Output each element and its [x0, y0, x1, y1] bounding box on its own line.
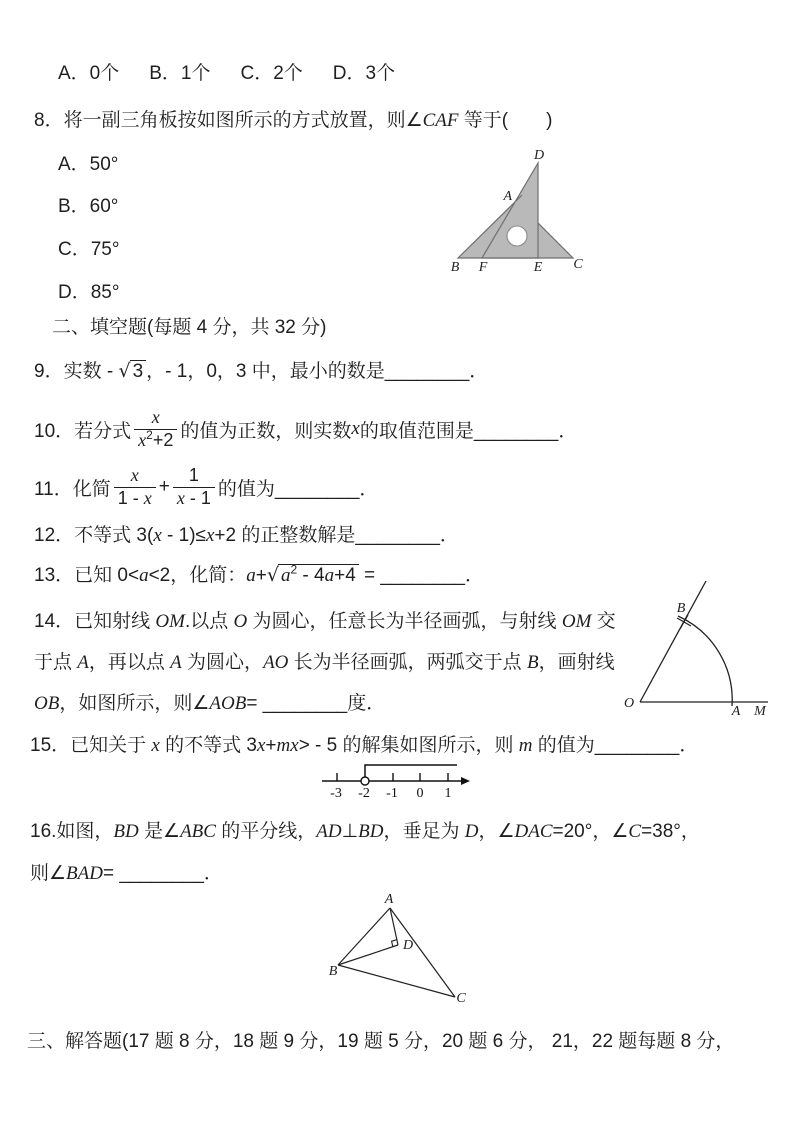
q14-arc — [678, 616, 732, 706]
q11-f2-den-post: - 1 — [184, 487, 211, 508]
q13-radicand — [278, 564, 359, 586]
q16-l1-v4: D — [464, 821, 479, 842]
q14-l2-s2: 为圆心， — [181, 652, 264, 673]
q16-l1-s1: 是∠ — [138, 821, 181, 842]
q14-l1-v0: OM — [155, 611, 185, 632]
q8-label-d: D — [533, 148, 545, 163]
q7-option-b: B．1个 — [149, 63, 211, 84]
q13-line — [34, 564, 484, 587]
q10-text-pre: 10．若分式 — [34, 420, 132, 442]
q11-line — [34, 456, 378, 518]
q11-f1-den-var: x — [143, 487, 152, 508]
q9-radicand: 3 — [130, 360, 147, 382]
q8-text-post: 等于( ) — [458, 110, 553, 131]
q14-label-m: M — [754, 704, 766, 719]
q16-label-b: B — [328, 964, 338, 979]
q14-l3-v1: AOB — [209, 693, 247, 714]
q11-text-post: 的值为________． — [217, 478, 379, 500]
q15-v1: x — [256, 735, 266, 756]
q15-solution-ray — [365, 765, 457, 777]
q10-den-rest: +2 — [152, 429, 174, 450]
q14-l1-v1: O — [233, 611, 248, 632]
q12-s1: - 1)≤ — [161, 525, 206, 546]
q12-s2: +2 的正整数解是________． — [214, 525, 459, 546]
q14-label-b: B — [676, 601, 686, 616]
q15-label-m1: -1 — [386, 786, 398, 801]
q8-text-pre: 8．将一副三角板按如图所示的方式放置，则∠ — [34, 110, 423, 131]
q8-title — [34, 109, 552, 132]
q7-option-c: C．2个 — [240, 63, 303, 84]
q9-line — [34, 360, 488, 383]
q13-s3: = ________． — [358, 565, 484, 586]
q16-line-2 — [30, 862, 223, 885]
q15-s2: + — [265, 735, 277, 756]
q14-l1-s1: .以点 — [184, 611, 234, 632]
q8-option-b: B．60° — [58, 196, 119, 217]
q14-l3-s1: = ________度． — [246, 693, 386, 714]
q10-line — [34, 398, 577, 460]
q10-fraction-num: x — [151, 406, 160, 427]
q10-den-sup: 2 — [146, 427, 153, 442]
q15-v3: m — [518, 735, 533, 756]
q16-l1-s4: ，垂足为 — [383, 821, 465, 842]
q14-l2-v2: AO — [263, 652, 289, 673]
q13-rad-sup: 2 — [290, 562, 298, 577]
q15-label-m3: -3 — [330, 786, 342, 801]
q16-side-bc — [338, 965, 455, 997]
q15-s3: > - 5 的解集如图所示，则 — [298, 735, 519, 756]
q16-l1-s3: ⊥ — [341, 821, 359, 842]
q14-l2-s1: ，再以点 — [88, 652, 171, 673]
q8-label-e: E — [533, 260, 543, 275]
q16-label-a: A — [384, 892, 394, 907]
q12-s0: 12．不等式 3( — [34, 525, 154, 546]
q9-radical-sign: √ — [118, 360, 131, 382]
q14-l2-v0: A — [77, 652, 89, 673]
q11-f1-den-pre: 1 - — [117, 487, 144, 508]
q7-options-row — [58, 62, 425, 85]
q11-plus-sign: + — [158, 476, 170, 497]
q9-sqrt — [118, 361, 146, 382]
q14-l2-s3: 长为半径画弧，两弧交于点 — [288, 652, 527, 673]
q15-label-1: 1 — [444, 786, 452, 801]
q13-sqrt — [266, 562, 359, 586]
q14-l1-s2: 为圆心，任意长为半径画弧，与射线 — [247, 611, 562, 632]
q15-label-0: 0 — [416, 786, 424, 801]
q9-text-pre: 9．实数 - — [34, 361, 119, 382]
q16-side-ac — [390, 908, 455, 997]
q16-l1-v3: BD — [358, 821, 384, 842]
q16-l1-s5: ，∠ — [478, 821, 515, 842]
q11-f2-num: 1 — [188, 464, 199, 485]
q14-l3-v0: OB — [34, 693, 60, 714]
q8-figure-set-squares — [440, 145, 595, 280]
q10-fraction-den — [134, 429, 177, 452]
q13-s1: <2，化简： — [148, 565, 247, 586]
q16-label-c: C — [456, 991, 466, 1006]
q16-l1-s6: =20°，∠ — [552, 821, 629, 842]
q15-s0: 15．已知关于 — [30, 735, 152, 756]
q16-l1-s7: =38°， — [641, 821, 700, 842]
q16-l2-s0: 则∠ — [30, 863, 67, 884]
q10-text-mid: 的值为正数，则实数 — [180, 420, 352, 442]
q15-s1: 的不等式 3 — [159, 735, 257, 756]
q16-l1-s2: 的平分线， — [215, 821, 317, 842]
q14-line-1 — [34, 610, 616, 633]
q13-var-2: a — [246, 565, 256, 586]
q16-l1-s0: 16.如图， — [30, 821, 114, 842]
q14-line-3 — [34, 692, 385, 715]
q13-s2: + — [255, 565, 267, 586]
q13-var-1: a — [139, 565, 149, 586]
q10-var-x: x — [351, 418, 360, 439]
q15-figure-number-line — [310, 756, 485, 804]
q16-l2-v0: BAD — [66, 863, 103, 884]
q9-text-post: ，- 1，0，3 中，最小的数是________． — [146, 361, 489, 382]
q8-option-c: C．75° — [58, 239, 120, 260]
section2-header: 二、填空题(每题 4 分，共 32 分) — [52, 317, 327, 338]
q11-f2-den — [173, 487, 215, 510]
q16-l1-v6: C — [628, 821, 642, 842]
q11-fraction-1 — [114, 465, 156, 509]
q8-hole-circle — [507, 226, 527, 246]
q14-label-a: A — [731, 704, 741, 719]
q12-var-2: x — [205, 525, 215, 546]
q7-option-d: D．3个 — [332, 63, 396, 84]
q8-label-a: A — [503, 189, 512, 204]
q13-rad-var1: a — [280, 565, 291, 586]
q10-fraction — [134, 407, 177, 451]
q16-l1-v1: ABC — [180, 821, 216, 842]
q8-label-c: C — [573, 257, 583, 272]
q8-angle-name: CAF — [422, 110, 459, 131]
q16-figure-triangle — [320, 890, 480, 1018]
q11-fraction-2 — [173, 465, 215, 509]
section3-header: 三、解答题(17 题 8 分，18 题 9 分，19 题 5 分，20 题 6 分， 21，22 题每题 8 分， — [27, 1031, 735, 1052]
q11-f1-num: x — [130, 464, 139, 485]
q16-label-d: D — [403, 938, 414, 953]
q16-l1-v2: AD — [316, 821, 342, 842]
q14-l2-v1: A — [170, 652, 182, 673]
q16-l2-s1: = ________． — [102, 863, 223, 884]
q14-label-o: O — [623, 696, 635, 711]
q10-den-var: x — [138, 429, 147, 450]
q13-rad-end: +4 — [334, 565, 356, 586]
q7-option-a: A．0个 — [58, 63, 120, 84]
q13-rad-var2: a — [324, 565, 335, 586]
q8-label-b: B — [450, 260, 460, 275]
q14-figure-compass-construction — [622, 578, 792, 718]
q10-text-post: 的取值范围是________． — [359, 420, 578, 442]
q15-label-m2: -2 — [358, 786, 370, 801]
q12-line — [34, 524, 459, 547]
q11-f2-den-var: x — [176, 487, 185, 508]
q16-l1-v0: BD — [113, 821, 139, 842]
q8-option-d: D．85° — [58, 282, 120, 303]
q14-l2-s0: 于点 — [34, 652, 78, 673]
q15-s4: 的值为________． — [532, 735, 699, 756]
q13-radical-sign: √ — [266, 564, 279, 586]
q14-l3-s0: ，如图所示，则∠ — [59, 693, 210, 714]
q13-s0: 13．已知 0< — [34, 565, 140, 586]
q15-v2: mx — [276, 735, 299, 756]
q14-l1-s0: 14．已知射线 — [34, 611, 156, 632]
q16-line-1 — [30, 820, 700, 843]
q8-option-a: A．50° — [58, 154, 119, 175]
q15-line — [30, 734, 698, 757]
q15-v0: x — [151, 735, 160, 756]
q12-var-1: x — [153, 525, 162, 546]
q14-line-2 — [34, 651, 615, 674]
q14-ray-ob — [640, 581, 706, 702]
q14-l1-s3: 交 — [591, 611, 616, 632]
q14-l1-v2: OM — [561, 611, 592, 632]
q11-text-pre: 11．化简 — [34, 478, 111, 500]
q15-open-circle — [361, 777, 369, 785]
q16-l1-v5: DAC — [514, 821, 553, 842]
q8-label-f: F — [478, 260, 488, 275]
q15-axis-arrow — [461, 777, 470, 785]
q13-rad-mid: - 4 — [297, 565, 325, 586]
q11-f1-den — [114, 487, 156, 510]
q14-l2-s4: ，画射线 — [538, 652, 615, 673]
q14-l2-v3: B — [526, 652, 539, 673]
